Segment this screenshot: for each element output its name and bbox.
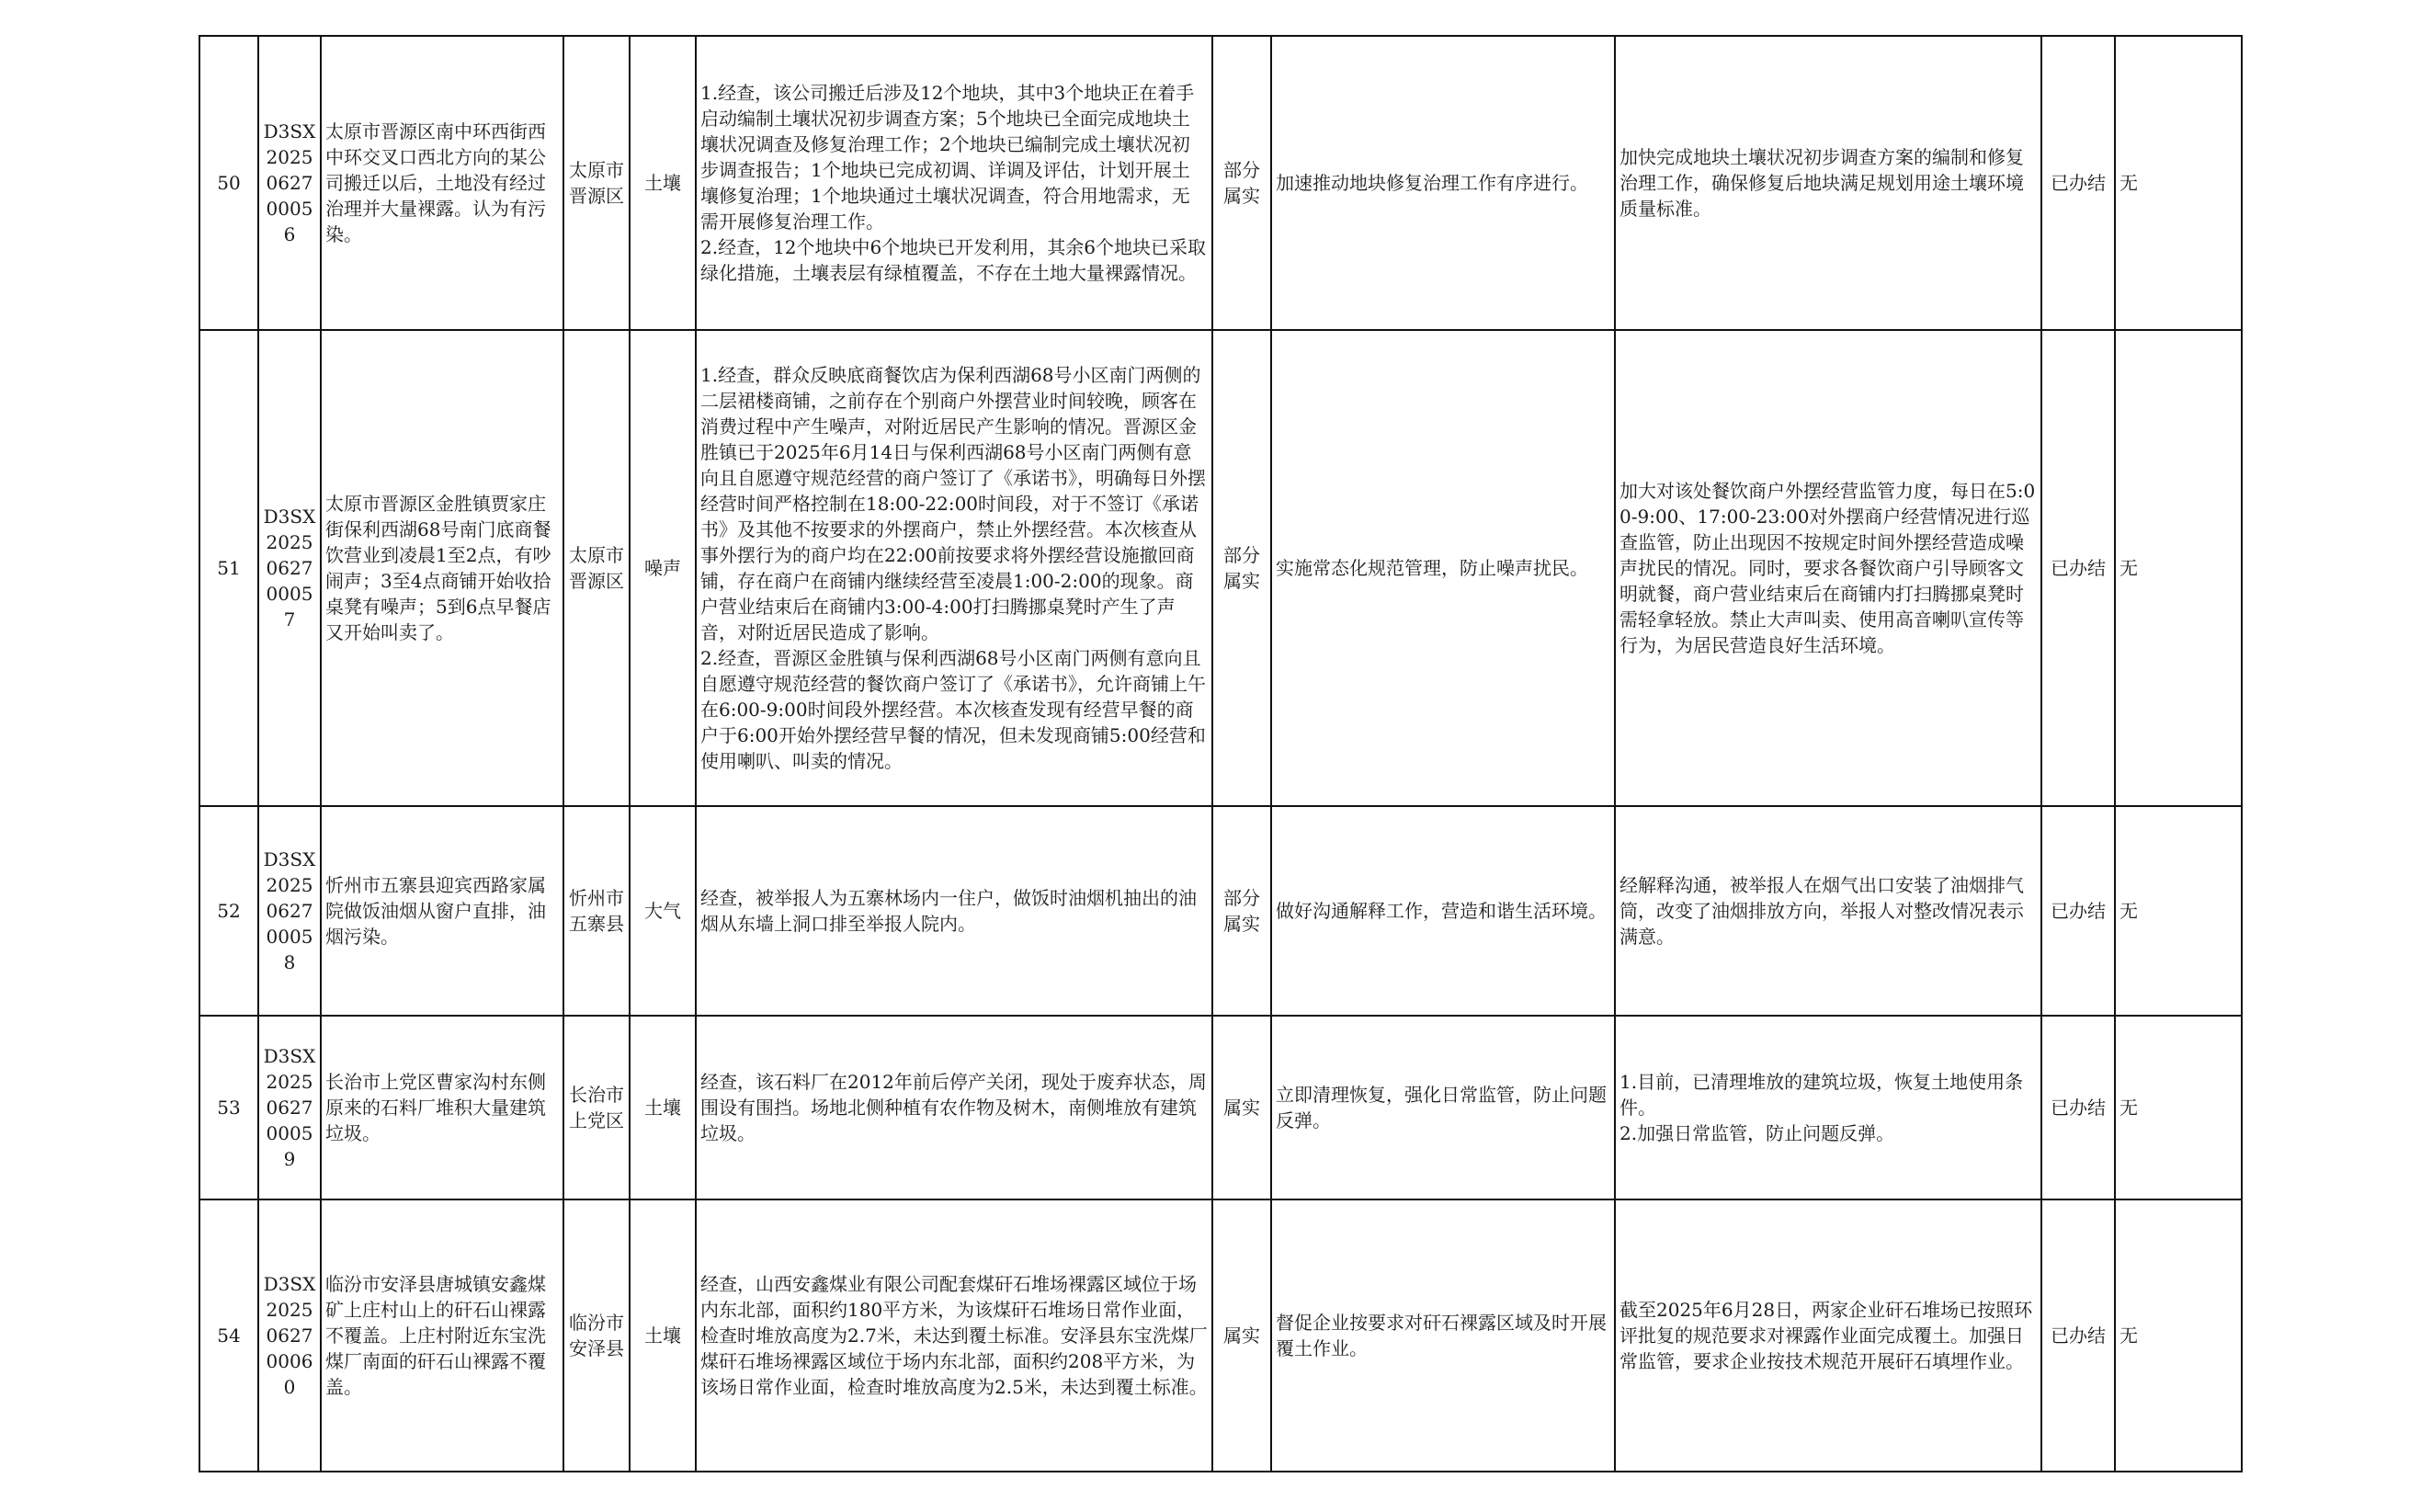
complaint-content: 临汾市安泽县唐城镇安鑫煤矿上庄村山上的矸石山裸露不覆盖。上庄村附近东宝洗煤厂南面的矸石山裸露不覆盖。 [321,1199,563,1472]
administrative-area: 太原市晋源区 [563,330,630,806]
administrative-area: 长治市上党区 [563,1016,630,1199]
row-number: 50 [199,36,258,330]
finding-paragraph: 1.经查，群众反映底商餐饮店为保利西湖68号小区南门两侧的二层裙楼商铺，之前存在个别商户外摆营业时间较晚，顾客在消费过程中产生噪声，对附近居民产生影响的情况。晋源区金胜镇已于2025年6月14日与保利西湖68号小区南门两侧有意向且自愿遵守规范经营的商户签订了《承诺书》，明确每日外摆经营时间严格控制在18:00-22:00时间段，对于不签订《承诺书》及其他不按要求的外摆商户，禁止外摆经营。本次核查从事外摆行为的商户均在22:00前按要求将外摆经营设施撤回商铺，存在商户在商铺内继续经营至凌晨1:00-2:00的现象。商户营业结束后在商铺内3:00-4:00打扫腾挪桌凳时产生了声音，对附近居民造成了影响。 [700,364,1206,643]
handling-measures: 督促企业按要求对矸石裸露区域及时开展覆土作业。 [1271,1199,1615,1472]
finding-paragraph: 2.经查，晋源区金胜镇与保利西湖68号小区南门两侧有意向且自愿遵守规范经营的餐饮商户签订了《承诺书》，允许商铺上午在6:00-9:00时间段外摆经营。本次核查发现有经营早餐的商户于6:00开始外摆经营早餐的情况，但未发现商铺5:00经营和使用喇叭、叫卖的情况。 [700,647,1206,772]
finding-paragraph: 2.经查，12个地块中6个地块已开发利用，其余6个地块已采取绿化措施，土壤表层有绿植覆盖，不存在土地大量裸露情况。 [700,236,1206,284]
handling-measures: 做好沟通解释工作，营造和谐生活环境。 [1271,806,1615,1016]
case-id: D3SX2025062700059 [258,1016,321,1199]
finding-paragraph: 经查，该石料厂在2012年前后停产关闭，现处于废弃状态，周围设有围挡。场地北侧种植有农作物及树木，南侧堆放有建筑垃圾。 [700,1071,1207,1144]
administrative-area: 忻州市五寨县 [563,806,630,1016]
accountability: 无 [2115,1199,2242,1472]
verification-verdict: 部分属实 [1212,330,1271,806]
investigation-findings [696,806,1212,1016]
verification-verdict: 属实 [1212,1199,1271,1472]
complaint-content: 太原市晋源区金胜镇贾家庄街保利西湖68号南门底商餐饮营业到凌晨1至2点，有吵闹声；3至4点商铺开始收拾桌凳有噪声；5到6点早餐店又开始叫卖了。 [321,330,563,806]
complaint-content: 忻州市五寨县迎宾西路家属院做饭油烟从窗户直排，油烟污染。 [321,806,563,1016]
row-number: 51 [199,330,258,806]
table-row [199,330,2242,806]
table-row [199,36,2242,330]
handling-measures: 立即清理恢复，强化日常监管，防止问题反弹。 [1271,1016,1615,1199]
verification-verdict: 部分属实 [1212,36,1271,330]
pollution-type: 土壤 [630,36,696,330]
handling-result: 1.目前，已清理堆放的建筑垃圾，恢复土地使用条件。 2.加强日常监管，防止问题反弹。 [1615,1016,2041,1199]
handling-result: 加大对该处餐饮商户外摆经营监管力度，每日在5:00-9:00、17:00-23:00对外摆商户经营情况进行巡查监管，防止出现因不按规定时间外摆经营造成噪声扰民的情况。同时，要求各餐饮商户引导顾客文明就餐，商户营业结束后在商铺内打扫腾挪桌凳时需轻拿轻放。禁止大声叫卖、使用高音喇叭宣传等行为，为居民营造良好生活环境。 [1615,330,2041,806]
complaint-content: 太原市晋源区南中环西街西中环交叉口西北方向的某公司搬迁以后，土地没有经过治理并大量裸露。认为有污染。 [321,36,563,330]
investigation-findings [696,36,1212,330]
case-status: 已办结 [2041,36,2115,330]
investigation-findings [696,1016,1212,1199]
administrative-area: 临汾市安泽县 [563,1199,630,1472]
accountability: 无 [2115,806,2242,1016]
verification-verdict: 部分属实 [1212,806,1271,1016]
pollution-type: 土壤 [630,1016,696,1199]
finding-paragraph: 1.经查，该公司搬迁后涉及12个地块，其中3个地块正在着手启动编制土壤状况初步调查方案；5个地块已全面完成地块土壤状况调查及修复治理工作；2个地块已编制完成土壤状况初步调查报告；1个地块已完成初调、详调及评估，计划开展土壤修复治理；1个地块通过土壤状况调查，符合用地需求，无需开展修复治理工作。 [700,82,1195,233]
handling-result: 截至2025年6月28日，两家企业矸石堆场已按照环评批复的规范要求对裸露作业面完成覆土。加强日常监管，要求企业按技术规范开展矸石填埋作业。 [1615,1199,2041,1472]
table-row [199,1016,2242,1199]
row-number: 54 [199,1199,258,1472]
accountability: 无 [2115,1016,2242,1199]
accountability: 无 [2115,36,2242,330]
case-status: 已办结 [2041,1016,2115,1199]
complaint-content: 长治市上党区曹家沟村东侧原来的石料厂堆积大量建筑垃圾。 [321,1016,563,1199]
case-status: 已办结 [2041,330,2115,806]
case-status: 已办结 [2041,1199,2115,1472]
investigation-findings [696,330,1212,806]
row-number: 52 [199,806,258,1016]
case-id: D3SX2025062700060 [258,1199,321,1472]
accountability: 无 [2115,330,2242,806]
case-id: D3SX2025062700056 [258,36,321,330]
case-id: D3SX2025062700058 [258,806,321,1016]
complaint-table [199,35,2243,1472]
case-id: D3SX2025062700057 [258,330,321,806]
table-row [199,806,2242,1016]
verification-verdict: 属实 [1212,1016,1271,1199]
handling-result: 经解释沟通，被举报人在烟气出口安装了油烟排气筒，改变了油烟排放方向，举报人对整改情况表示满意。 [1615,806,2041,1016]
handling-measures: 加速推动地块修复治理工作有序进行。 [1271,36,1615,330]
finding-paragraph: 经查，山西安鑫煤业有限公司配套煤矸石堆场裸露区域位于场内东北部，面积约180平方米，为该煤矸石堆场日常作业面，检查时堆放高度为2.7米，未达到覆土标准。安泽县东宝洗煤厂煤矸石堆场裸露区域位于场内东北部，面积约208平方米，为该场日常作业面，检查时堆放高度为2.5米，未达到覆土标准。 [700,1273,1208,1398]
pollution-type: 土壤 [630,1199,696,1472]
handling-result: 加快完成地块土壤状况初步调查方案的编制和修复治理工作，确保修复后地块满足规划用途土壤环境质量标准。 [1615,36,2041,330]
investigation-findings [696,1199,1212,1472]
pollution-type: 大气 [630,806,696,1016]
handling-measures: 实施常态化规范管理，防止噪声扰民。 [1271,330,1615,806]
administrative-area: 太原市晋源区 [563,36,630,330]
pollution-type: 噪声 [630,330,696,806]
row-number: 53 [199,1016,258,1199]
case-status: 已办结 [2041,806,2115,1016]
table-row [199,1199,2242,1472]
finding-paragraph: 经查，被举报人为五寨林场内一住户，做饭时油烟机抽出的油烟从东墙上洞口排至举报人院内。 [700,887,1197,935]
